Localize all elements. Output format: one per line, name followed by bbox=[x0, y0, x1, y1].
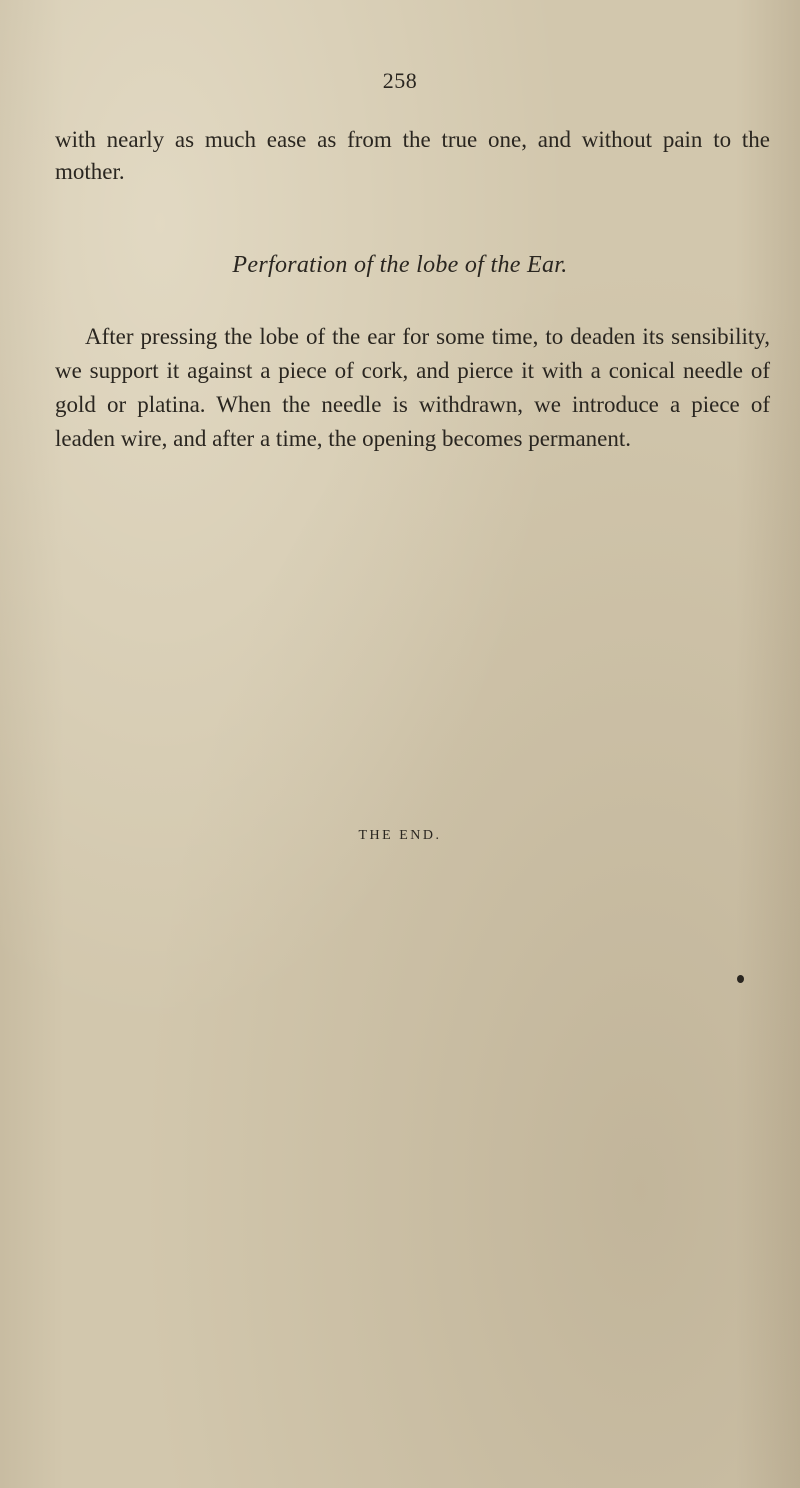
page-number: 258 bbox=[382, 68, 418, 93]
body-paragraph: After pressing the lobe of the ear for some time, to deaden its sensibility, we support it against a piece of cork, and pierce it with a conical needle of gold or platina. When the needle is withdrawn, we introduce a piece of leaden wire, and after a time, the opening becomes permanent. bbox=[55, 324, 770, 451]
continuation-text: with nearly as much ease as from the true one, and without pain to the mother. bbox=[55, 127, 770, 184]
the-end-label: THE END. bbox=[358, 828, 442, 843]
section-heading: Perforation of the lobe of the Ear. bbox=[232, 252, 568, 278]
ink-speck bbox=[737, 975, 744, 983]
